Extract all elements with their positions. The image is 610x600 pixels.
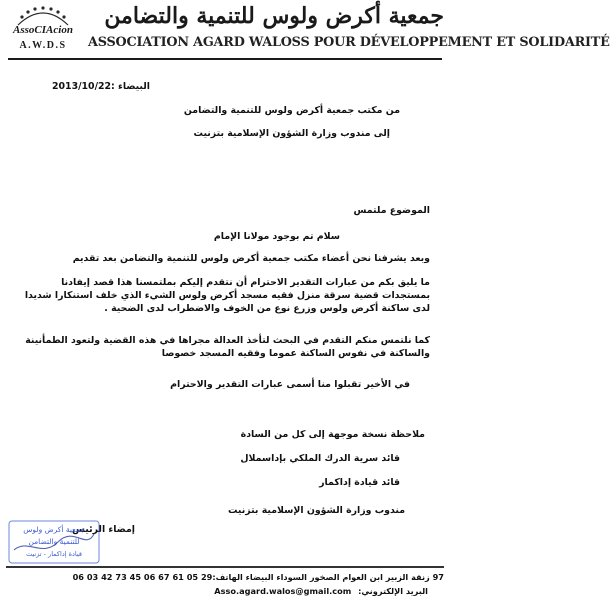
letter-sender: من مكتب جمعية أكرض ولوس للتنمية والتضامن: [183, 105, 400, 116]
letter-date: البيضاء :2013/10/22: [52, 81, 150, 92]
footer-email[interactable]: Asso.agard.walos@gmail.com: [214, 586, 352, 596]
letter-recipient: إلى مندوب وزارة الشؤون الإسلامية بتزنيت: [193, 128, 390, 139]
logo-bottom-text: A.W.D.S: [19, 40, 67, 51]
footer-address: 97 زنقة الزبير ابن العوام الصخور السوداء البيضاء الهاتف:29 05 61 67 06 45 73 42 03 06: [72, 572, 444, 582]
letter-subject: الموضوع ملتمس: [353, 205, 430, 216]
copy-recipient-3: مندوب وزارة الشؤون الإسلامية بتزنيت: [228, 505, 405, 516]
stamp-line-3: قيادة إداكمار - تزنيت: [26, 550, 82, 558]
copy-note: ملاحظة نسخة موجهة إلى كل من السادة: [240, 429, 425, 440]
letter-paragraph-1: ما يليق بكم من عبارات التقدير الاحترام أن نتقدم إليكم بملتمسنا هذا قصد إيفادنا بمستجدات قضية سرقة منزل فقيه مسجد أكرض ولوس الشيء الذي خلف استنكارا شديدا لدى ساكنة أكرض ولوس وزرع نوع من الخوف والاضطراب لدى الضحية .: [24, 277, 430, 315]
signature-label: إمضاء الرئيس: [72, 524, 135, 535]
letter-paragraph-2: كما نلتمس منكم التقدم في البحث لتأخذ العدالة مجراها في هذه القضية ولتعود الطمأنينة والساكنة في نفوس الساكنة عموما وفقيه المسجد خصوصا: [25, 335, 430, 360]
header-title-french: ASSOCIATION AGARD WALOSS POUR DÉVELOPPEMENT ET SOLIDARITÉ: [88, 35, 610, 50]
footer-email-row: [128, 586, 428, 597]
copy-recipient-1: قائد سرية الدرك الملكي بإداسملال: [240, 453, 400, 464]
copy-recipient-2: قائد قيادة إداكمار: [319, 477, 400, 488]
footer-divider: [6, 566, 444, 568]
association-stamp: [8, 520, 100, 564]
letter-intro: وبعد يشرفنا نحن أعضاء مكتب جمعية أكرض ولوس للتنمية والتضامن بعد تقديم: [72, 253, 430, 264]
stamp-line-2: للتنمية والتضامن: [28, 537, 80, 546]
letter-greeting: سلام تم بوجود مولانا الإمام: [213, 231, 340, 242]
header-divider: [8, 58, 442, 60]
header-title-arabic: جمعية أكرض ولوس للتنمية والتضامن: [104, 3, 444, 29]
footer-email-label: البريد الإلكتروني:: [358, 586, 428, 596]
logo-top-text: AssoCIAcion: [13, 24, 73, 36]
letter-closing: في الأخير تقبلوا منا أسمى عبارات التقدير والاحترام: [170, 379, 410, 390]
stamp-line-1: جمعية أكرض ولوس: [23, 525, 85, 534]
association-logo: [4, 3, 82, 53]
